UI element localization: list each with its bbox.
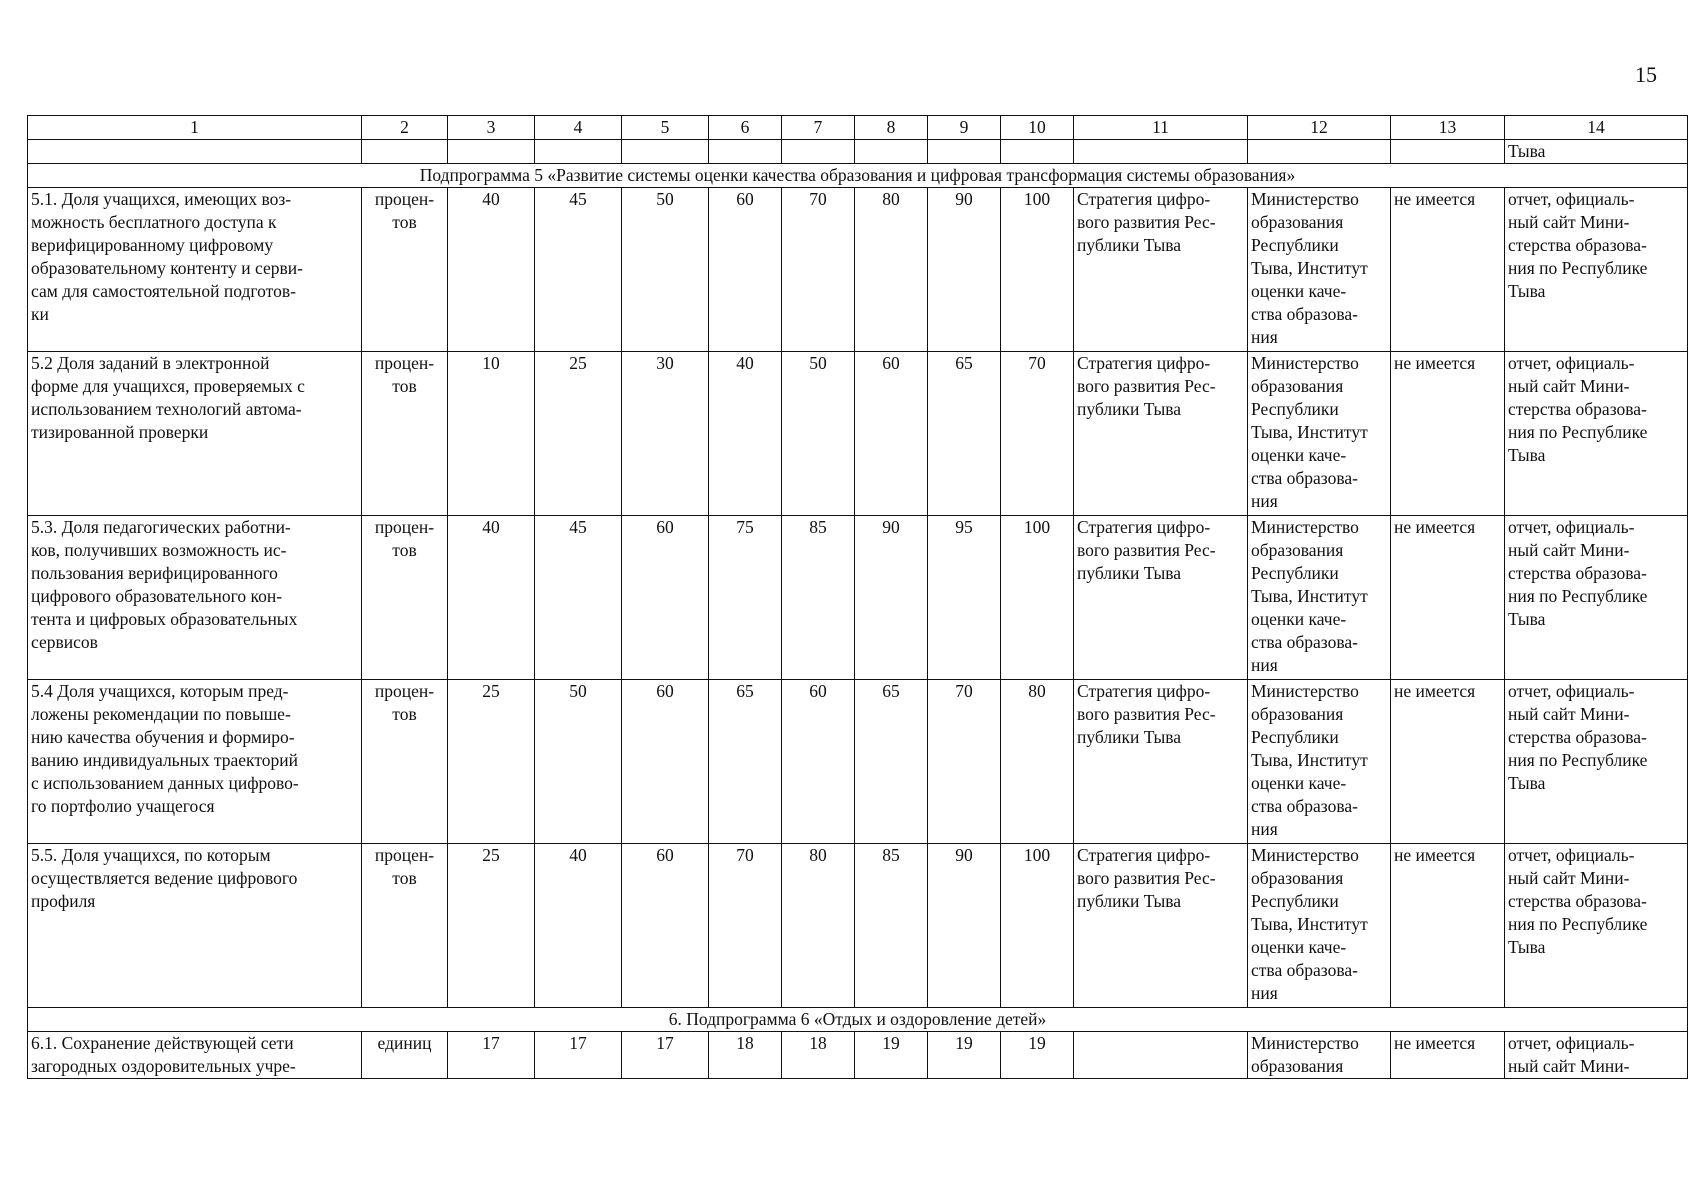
value-cell: 90 [928, 188, 1001, 352]
indicators-table [27, 115, 1688, 1079]
value-cell: 25 [448, 680, 535, 844]
value-cell: 65 [709, 680, 782, 844]
value-cell: 60 [622, 844, 709, 1008]
value-cell: 17 [622, 1032, 709, 1079]
source-cell: отчет, официаль- ный сайт Мини- стерства образова- ния по Республике Тыва [1505, 188, 1688, 352]
column-header: 13 [1391, 116, 1505, 140]
value-cell: 50 [622, 188, 709, 352]
value-cell: 80 [1001, 680, 1074, 844]
value-cell: 40 [448, 516, 535, 680]
column-header: 10 [1001, 116, 1074, 140]
table-row [28, 680, 1688, 844]
value-cell: 65 [928, 352, 1001, 516]
table-row [28, 188, 1688, 352]
value-cell: 60 [622, 680, 709, 844]
value-cell: 60 [855, 352, 928, 516]
availability-cell: не имеется [1391, 1032, 1505, 1079]
value-cell: 25 [535, 352, 622, 516]
unit-cell: процен- тов [362, 844, 448, 1008]
availability-cell: не имеется [1391, 188, 1505, 352]
indicator-name: 5.4 Доля учащихся, которым пред- ложены рекомендации по повыше- нию качества обучения и формиро- ванию индивидуальных траекторий с использованием данных цифрово- го портфолио учащегося [28, 680, 362, 844]
value-cell: 60 [782, 680, 855, 844]
value-cell: 60 [622, 516, 709, 680]
unit-cell: процен- тов [362, 516, 448, 680]
value-cell: 100 [1001, 188, 1074, 352]
indicator-name: 6.1. Сохранение действующей сети загородных оздоровительных учре- [28, 1032, 362, 1079]
column-number-row [28, 116, 1688, 140]
value-cell: 10 [448, 352, 535, 516]
table-row [28, 1032, 1688, 1079]
value-cell: 45 [535, 188, 622, 352]
column-header: 11 [1074, 116, 1248, 140]
value-cell: 90 [855, 516, 928, 680]
unit-cell: процен- тов [362, 188, 448, 352]
value-cell: 85 [855, 844, 928, 1008]
basis-cell: Стратегия цифро- вого развития Рес- публики Тыва [1074, 352, 1248, 516]
value-cell: 19 [855, 1032, 928, 1079]
section-row [28, 164, 1688, 188]
availability-cell: не имеется [1391, 516, 1505, 680]
basis-cell: Стратегия цифро- вого развития Рес- публики Тыва [1074, 188, 1248, 352]
column-header: 8 [855, 116, 928, 140]
responsible-cell: Министерство образования Республики Тыва, Институт оценки каче- ства образова- ния [1248, 516, 1391, 680]
indicator-name: 5.5. Доля учащихся, по которым осуществляется ведение цифрового профиля [28, 844, 362, 1008]
source-cell: отчет, официаль- ный сайт Мини- стерства образова- ния по Республике Тыва [1505, 516, 1688, 680]
value-cell: 30 [622, 352, 709, 516]
value-cell: 90 [928, 844, 1001, 1008]
value-cell: 95 [928, 516, 1001, 680]
responsible-cell: Министерство образования Республики Тыва, Институт оценки каче- ства образова- ния [1248, 188, 1391, 352]
source-cell: отчет, официаль- ный сайт Мини- стерства образова- ния по Республике Тыва [1505, 352, 1688, 516]
continued-source-cell: Тыва [1505, 140, 1688, 164]
responsible-cell: Министерство образования [1248, 1032, 1391, 1079]
indicator-name: 5.1. Доля учащихся, имеющих воз- можность бесплатного доступа к верифицированному цифровому образовательному контенту и серви- сам для самостоятельной подготов- ки [28, 188, 362, 352]
page-number: 15 [1635, 62, 1657, 87]
value-cell: 40 [448, 188, 535, 352]
responsible-cell: Министерство образования Республики Тыва, Институт оценки каче- ства образова- ния [1248, 680, 1391, 844]
unit-cell: единиц [362, 1032, 448, 1079]
value-cell: 45 [535, 516, 622, 680]
value-cell: 50 [782, 352, 855, 516]
section-row [28, 1008, 1688, 1032]
basis-cell: Стратегия цифро- вого развития Рес- публики Тыва [1074, 516, 1248, 680]
column-header: 14 [1505, 116, 1688, 140]
basis-cell [1074, 1032, 1248, 1079]
table-row [28, 352, 1688, 516]
indicator-name: 5.2 Доля заданий в электронной форме для учащихся, проверяемых с использованием технологий автома- тизированной проверки [28, 352, 362, 516]
value-cell: 40 [709, 352, 782, 516]
value-cell: 75 [709, 516, 782, 680]
responsible-cell: Министерство образования Республики Тыва, Институт оценки каче- ства образова- ния [1248, 352, 1391, 516]
column-header: 3 [448, 116, 535, 140]
column-header: 7 [782, 116, 855, 140]
value-cell: 50 [535, 680, 622, 844]
value-cell: 60 [709, 188, 782, 352]
value-cell: 18 [782, 1032, 855, 1079]
value-cell: 100 [1001, 844, 1074, 1008]
source-cell: отчет, официаль- ный сайт Мини- [1505, 1032, 1688, 1079]
indicator-name: 5.3. Доля педагогических работни- ков, получивших возможность ис- пользования верифицированного цифрового образовательного кон- тента и цифровых образовательных сервисов [28, 516, 362, 680]
availability-cell: не имеется [1391, 844, 1505, 1008]
table-row [28, 844, 1688, 1008]
availability-cell: не имеется [1391, 352, 1505, 516]
value-cell: 85 [782, 516, 855, 680]
value-cell: 70 [782, 188, 855, 352]
value-cell: 40 [535, 844, 622, 1008]
value-cell: 70 [709, 844, 782, 1008]
column-header: 12 [1248, 116, 1391, 140]
basis-cell: Стратегия цифро- вого развития Рес- публики Тыва [1074, 680, 1248, 844]
responsible-cell: Министерство образования Республики Тыва, Институт оценки каче- ства образова- ния [1248, 844, 1391, 1008]
section-5-title: Подпрограмма 5 «Развитие системы оценки качества образования и цифровая трансформация системы образования» [28, 164, 1688, 188]
continuation-row [28, 140, 1688, 164]
value-cell: 70 [928, 680, 1001, 844]
unit-cell: процен- тов [362, 352, 448, 516]
value-cell: 80 [855, 188, 928, 352]
column-header: 1 [28, 116, 362, 140]
unit-cell: процен- тов [362, 680, 448, 844]
table-row [28, 516, 1688, 680]
value-cell: 65 [855, 680, 928, 844]
column-header: 4 [535, 116, 622, 140]
column-header: 9 [928, 116, 1001, 140]
section-6-title: 6. Подпрограмма 6 «Отдых и оздоровление детей» [28, 1008, 1688, 1032]
value-cell: 18 [709, 1032, 782, 1079]
column-header: 5 [622, 116, 709, 140]
basis-cell: Стратегия цифро- вого развития Рес- публики Тыва [1074, 844, 1248, 1008]
value-cell: 19 [1001, 1032, 1074, 1079]
value-cell: 70 [1001, 352, 1074, 516]
availability-cell: не имеется [1391, 680, 1505, 844]
value-cell: 19 [928, 1032, 1001, 1079]
column-header: 6 [709, 116, 782, 140]
value-cell: 25 [448, 844, 535, 1008]
column-header: 2 [362, 116, 448, 140]
value-cell: 17 [448, 1032, 535, 1079]
source-cell: отчет, официаль- ный сайт Мини- стерства образова- ния по Республике Тыва [1505, 844, 1688, 1008]
value-cell: 80 [782, 844, 855, 1008]
value-cell: 100 [1001, 516, 1074, 680]
source-cell: отчет, официаль- ный сайт Мини- стерства образова- ния по Республике Тыва [1505, 680, 1688, 844]
value-cell: 17 [535, 1032, 622, 1079]
